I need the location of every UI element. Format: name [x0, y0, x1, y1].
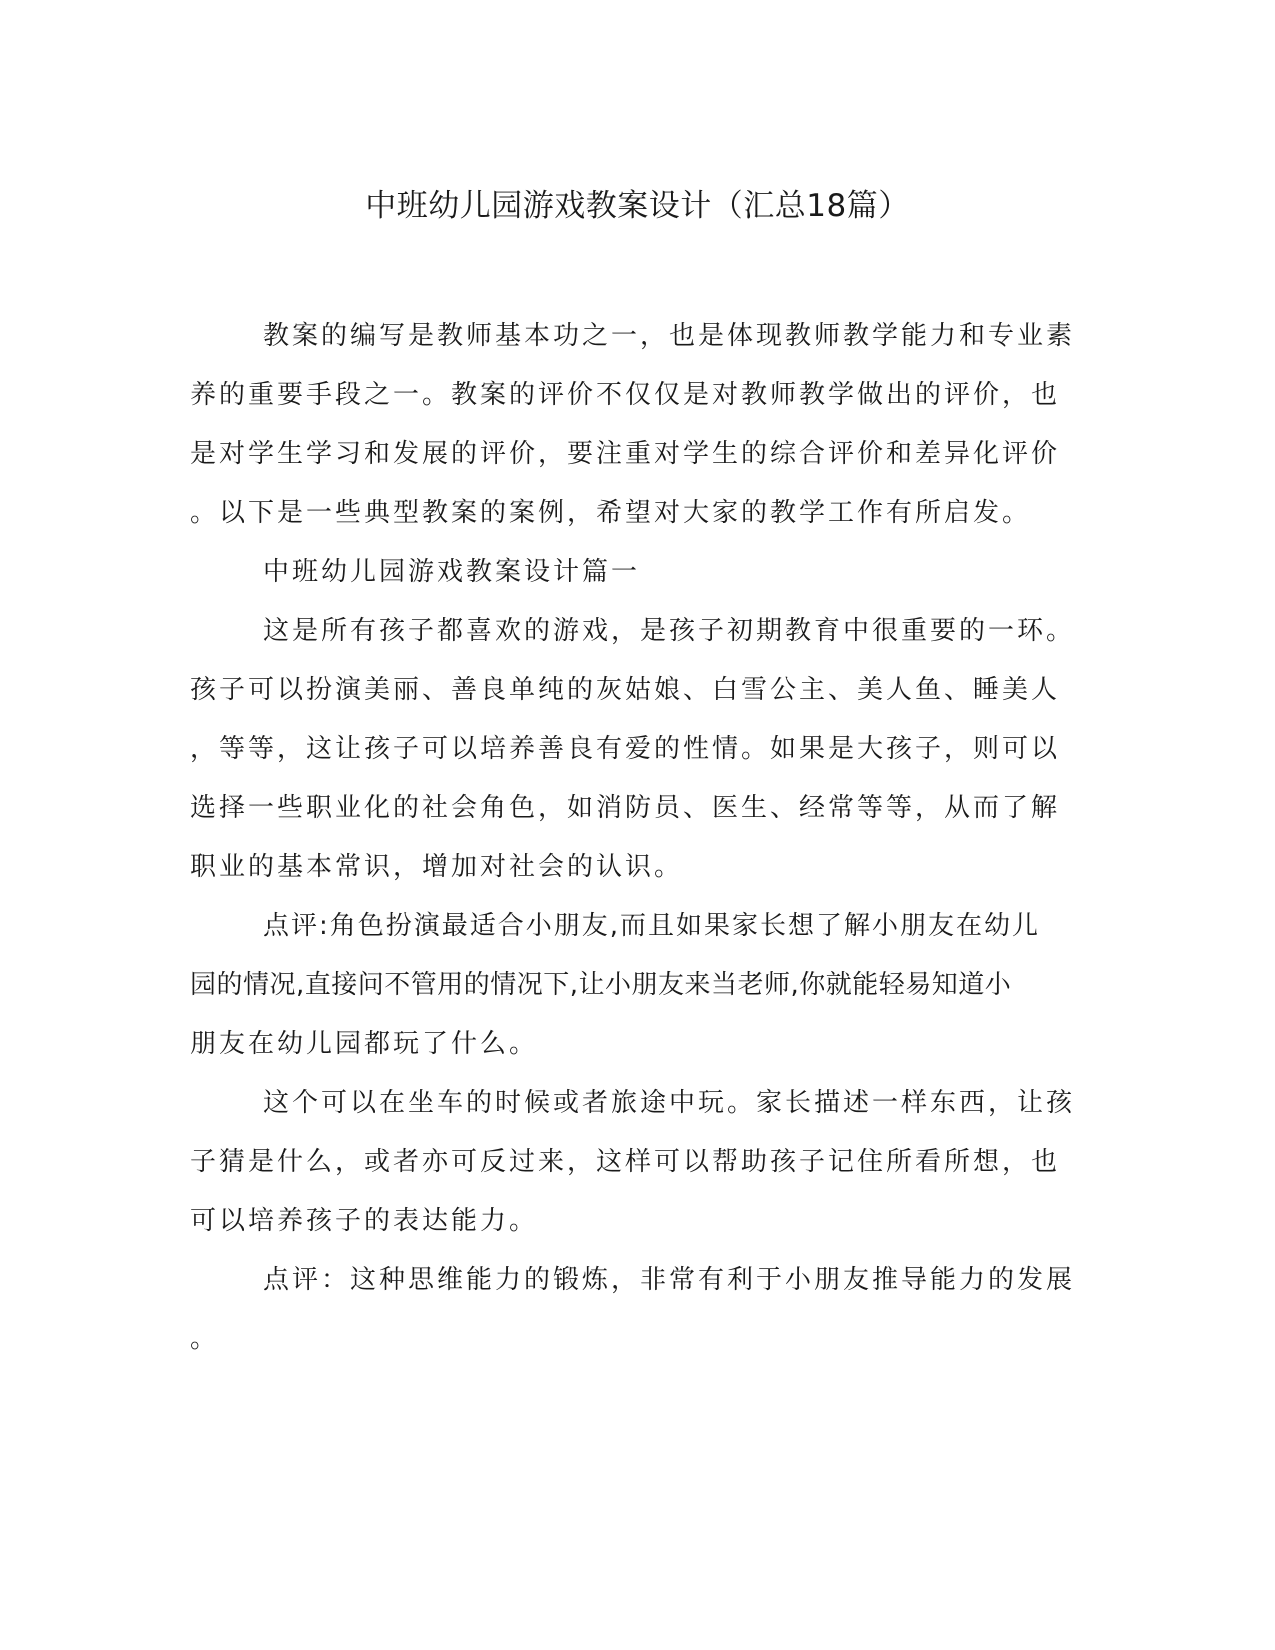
- comment-1-line-1: 点评:角色扮演最适合小朋友,而且如果家长想了解小朋友在幼儿: [263, 911, 1041, 941]
- paragraph-1-line-2: 养的重要手段之一。教案的评价不仅仅是对教师教学做出的评价，也: [190, 380, 1061, 410]
- paragraph-3-line-2: 子猜是什么，或者亦可反过来，这样可以帮助孩子记住所看所想，也: [190, 1147, 1061, 1177]
- comment-2-line-1: 点评：这种思维能力的锻炼，非常有利于小朋友推导能力的发展: [263, 1265, 1076, 1295]
- paragraph-3-line-3: 可以培养孩子的表达能力。: [190, 1206, 539, 1236]
- paragraph-2-line-1: 这是所有孩子都喜欢的游戏，是孩子初期教育中很重要的一环。: [263, 616, 1076, 646]
- paragraph-2-line-4: 选择一些职业化的社会角色，如消防员、医生、经常等等，从而了解: [190, 793, 1061, 823]
- paragraph-1-line-3: 是对学生学习和发展的评价，要注重对学生的综合评价和差异化评价: [190, 439, 1061, 469]
- paragraph-3-line-1: 这个可以在坐车的时候或者旅途中玩。家长描述一样东西，让孩: [263, 1088, 1076, 1118]
- comment-1-line-3: 朋友在幼儿园都玩了什么。: [190, 1029, 539, 1059]
- paragraph-2-line-2: 孩子可以扮演美丽、善良单纯的灰姑娘、白雪公主、美人鱼、睡美人: [190, 675, 1061, 705]
- section-heading-1: 中班幼儿园游戏教案设计篇一: [263, 557, 641, 587]
- paragraph-1-line-1: 教案的编写是教师基本功之一，也是体现教师教学能力和专业素: [263, 321, 1076, 351]
- paragraph-2-line-3: ，等等，这让孩子可以培养善良有爱的性情。如果是大孩子，则可以: [190, 734, 1061, 764]
- paragraph-1-line-4: 。以下是一些典型教案的案例，希望对大家的教学工作有所启发。: [190, 498, 1032, 528]
- comment-2-line-2: 。: [190, 1324, 220, 1354]
- paragraph-2-line-5: 职业的基本常识，增加对社会的认识。: [190, 852, 684, 882]
- comment-1-line-2: 园的情况,直接问不管用的情况下,让小朋友来当老师,你就能轻易知道小: [190, 970, 1012, 1000]
- document-title: 中班幼儿园游戏教案设计（汇总18篇）: [365, 188, 910, 224]
